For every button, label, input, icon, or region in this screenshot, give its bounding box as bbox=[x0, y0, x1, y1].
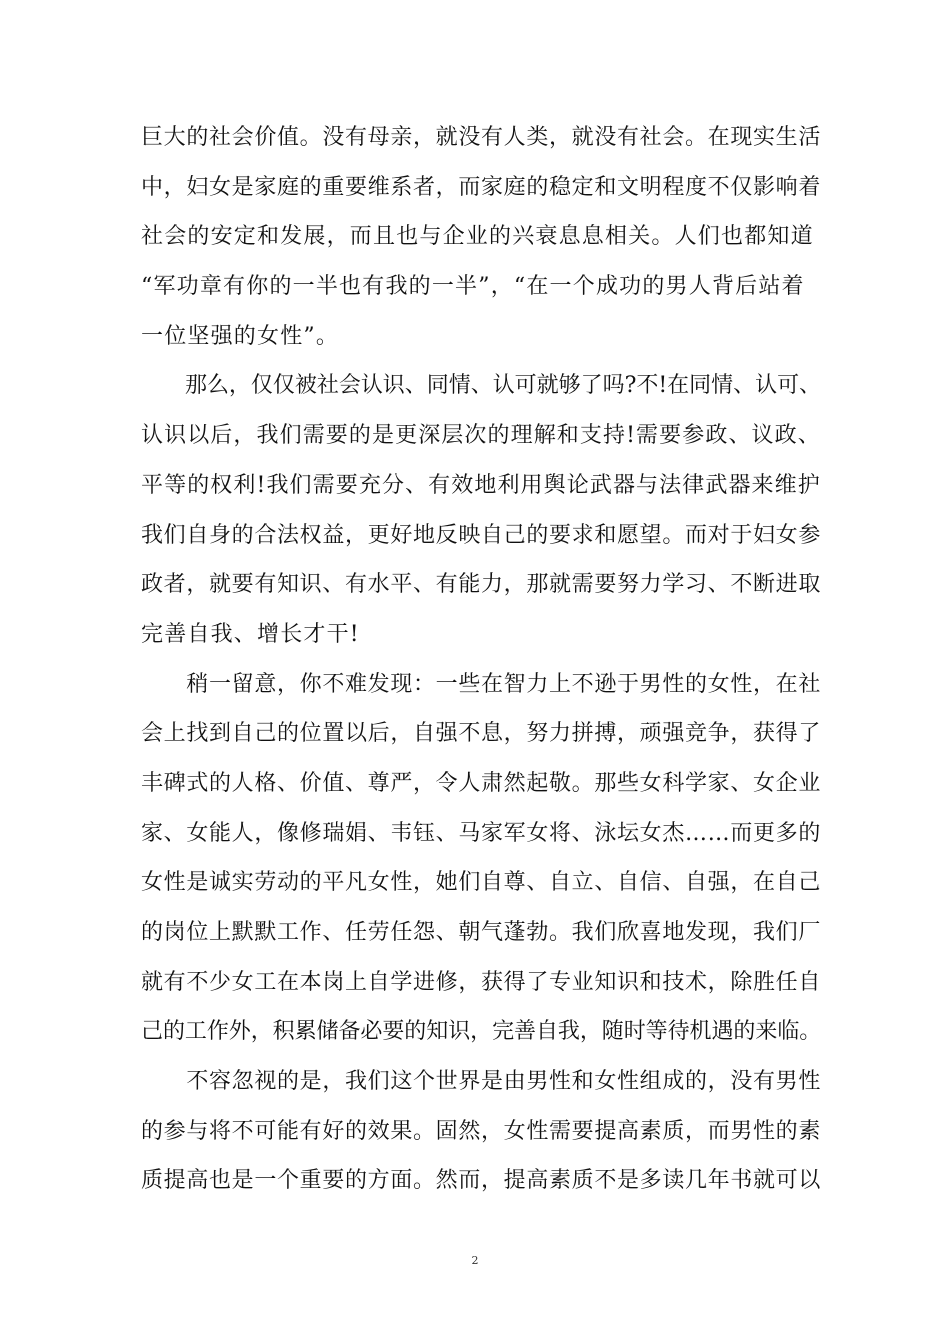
page-number: 2 bbox=[471, 1254, 479, 1267]
text-line: 丰碑式的人格、价值、尊严，令人肃然起敬。那些女科学家、女企业 bbox=[141, 770, 822, 796]
text-line: 社会的安定和发展，而且也与企业的兴衰息息相关。人们也都知道 bbox=[141, 224, 814, 250]
text-line: 稍一留意，你不难发现：一些在智力上不逊于男性的女性，在社 bbox=[141, 671, 822, 697]
text-line: 就有不少女工在本岗上自学进修，获得了专业知识和技术，除胜任自 bbox=[141, 969, 822, 995]
text-line: 会上找到自己的位置以后，自强不息，努力拼搏，顽强竞争，获得了 bbox=[141, 721, 822, 747]
text-line: 质提高也是一个重要的方面。然而，提高素质不是多读几年书就可以 bbox=[141, 1168, 822, 1194]
text-line: 政者，就要有知识、有水平、有能力，那就需要努力学习、不断进取 bbox=[141, 572, 822, 598]
text-line: 巨大的社会价值。没有母亲，就没有人类，就没有社会。在现实生活 bbox=[141, 125, 822, 150]
text-line: 女性是诚实劳动的平凡女性，她们自尊、自立、自信、自强，在自己 bbox=[141, 870, 822, 896]
text-line: 己的工作外，积累储备必要的知识，完善自我，随时等待机遇的来临。 bbox=[141, 1019, 822, 1045]
text-line: 家、女能人，像修瑞娟、韦钰、马家军女将、泳坛女杰……而更多的 bbox=[141, 820, 822, 846]
text-line: 认识以后，我们需要的是更深层次的理解和支持!需要参政、议政、 bbox=[141, 423, 821, 449]
text-line: 不容忽视的是，我们这个世界是由男性和女性组成的，没有男性 bbox=[141, 1069, 822, 1095]
text-line: 那么，仅仅被社会认识、同情、认可就够了吗?不!在同情、认可、 bbox=[141, 373, 822, 399]
text-line: 平等的权利!我们需要充分、有效地利用舆论武器与法律武器来维护 bbox=[141, 472, 821, 498]
text-line: “军功章有你的一半也有我的一半”，“在一个成功的男人背后站着 bbox=[141, 274, 805, 300]
text-line: 完善自我、增长才干! bbox=[141, 621, 360, 647]
text-line: 一位坚强的女性”。 bbox=[141, 323, 340, 349]
body-text bbox=[141, 113, 821, 1206]
text-line: 中，妇女是家庭的重要维系者，而家庭的稳定和文明程度不仅影响着 bbox=[141, 174, 822, 200]
text-line: 的参与将不可能有好的效果。固然，女性需要提高素质，而男性的素 bbox=[141, 1118, 822, 1144]
text-line: 我们自身的合法权益，更好地反映自己的要求和愿望。而对于妇女参 bbox=[141, 522, 822, 548]
text-line: 的岗位上默默工作、任劳任怨、朝气蓬勃。我们欣喜地发现，我们厂 bbox=[141, 920, 822, 945]
